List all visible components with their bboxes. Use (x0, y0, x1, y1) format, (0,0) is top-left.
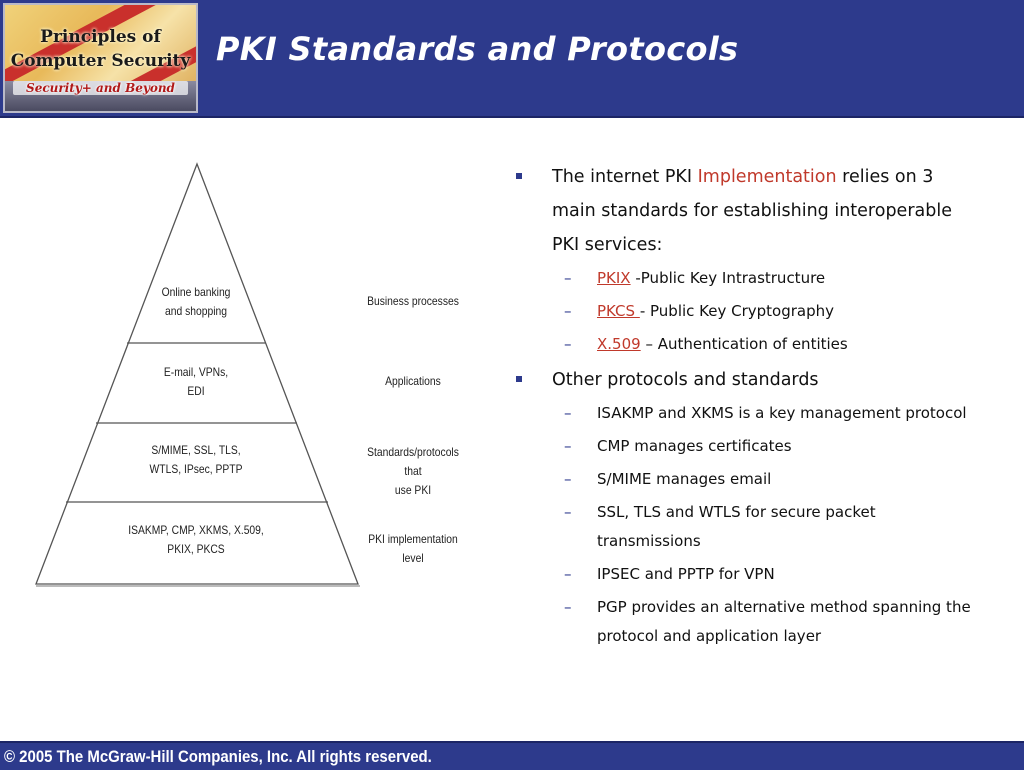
bullet-text: Other protocols and standards (552, 370, 819, 390)
square-bullet-icon (516, 173, 522, 179)
bullet-internet-pki (512, 160, 972, 262)
dash-bullet-icon: – (564, 565, 572, 583)
list-item-text: IPSEC and PPTP for VPN (597, 565, 775, 583)
list-item (512, 498, 972, 556)
dash-bullet-icon: – (564, 269, 572, 287)
list-item-text: -Public Key Intrastructure (630, 269, 826, 287)
dash-bullet-icon: – (564, 335, 572, 353)
dash-bullet-icon: – (564, 302, 572, 320)
list-item-text: SSL, TLS and WTLS for secure packet transmissions (597, 503, 876, 550)
list-item-text: ISAKMP and XKMS is a key management protocol (597, 404, 967, 422)
other-protocols-list (512, 399, 972, 651)
pyramid-level-4: ISAKMP, CMP, XKMS, X.509, PKIX, PKCS (128, 523, 264, 556)
pyramid-level-3: S/MIME, SSL, TLS, WTLS, IPsec, PPTP (149, 443, 243, 476)
list-item (512, 432, 972, 461)
x509-link[interactable]: X.509 (597, 335, 641, 353)
dash-bullet-icon: – (564, 503, 572, 521)
list-item-text: - Public Key Cryptography (639, 302, 835, 320)
list-item-text: PGP provides an alternative method spanning the protocol and application layer (597, 598, 971, 645)
list-item (512, 560, 972, 589)
logo-line-2: Computer Security (10, 51, 191, 71)
list-item (512, 465, 972, 494)
copyright-footer (0, 741, 1024, 770)
dash-bullet-icon: – (564, 404, 572, 422)
bullet-other-protocols (512, 363, 972, 397)
slide-header (0, 0, 1024, 118)
list-item (512, 593, 972, 651)
bullet-text: The internet PKI (552, 167, 698, 187)
logo-line-3: Security+ and Beyond (13, 81, 188, 95)
side-label-standards: Standards/protocols that use PKI (367, 445, 459, 497)
side-label-applications: Applications (385, 374, 441, 388)
bullet-text: relies on 3 main standards for establishing interoperable PKI services: (552, 167, 952, 255)
pyramid-level-2: E-mail, VPNs, EDI (163, 365, 229, 398)
copyright-text: © 2005 The McGraw-Hill Companies, Inc. All rights reserved. (4, 747, 432, 766)
bullet-content (512, 160, 972, 655)
list-item-text: CMP manages certificates (597, 437, 792, 455)
list-item (512, 297, 972, 326)
square-bullet-icon (516, 376, 522, 382)
dash-bullet-icon: – (564, 470, 572, 488)
dash-bullet-icon: – (564, 598, 572, 616)
list-item (512, 330, 972, 359)
pki-standards-list (512, 264, 972, 359)
side-label-pki-level: PKI implementation level (368, 532, 458, 565)
logo-line-1: Principles of (40, 27, 161, 47)
list-item-text: – Authentication of entities (640, 335, 848, 353)
pyramid-level-1: Online banking and shopping (161, 285, 231, 318)
side-label-business: Business processes (367, 294, 459, 308)
pkix-link[interactable]: PKIX (597, 269, 631, 287)
pkcs-link[interactable]: PKCS (597, 302, 640, 320)
book-logo (3, 3, 198, 113)
implementation-highlight: Implementation (697, 167, 837, 187)
list-item (512, 264, 972, 293)
dash-bullet-icon: – (564, 437, 572, 455)
list-item-text: S/MIME manages email (597, 470, 772, 488)
list-item (512, 399, 972, 428)
slide-title: PKI Standards and Protocols (216, 30, 739, 68)
